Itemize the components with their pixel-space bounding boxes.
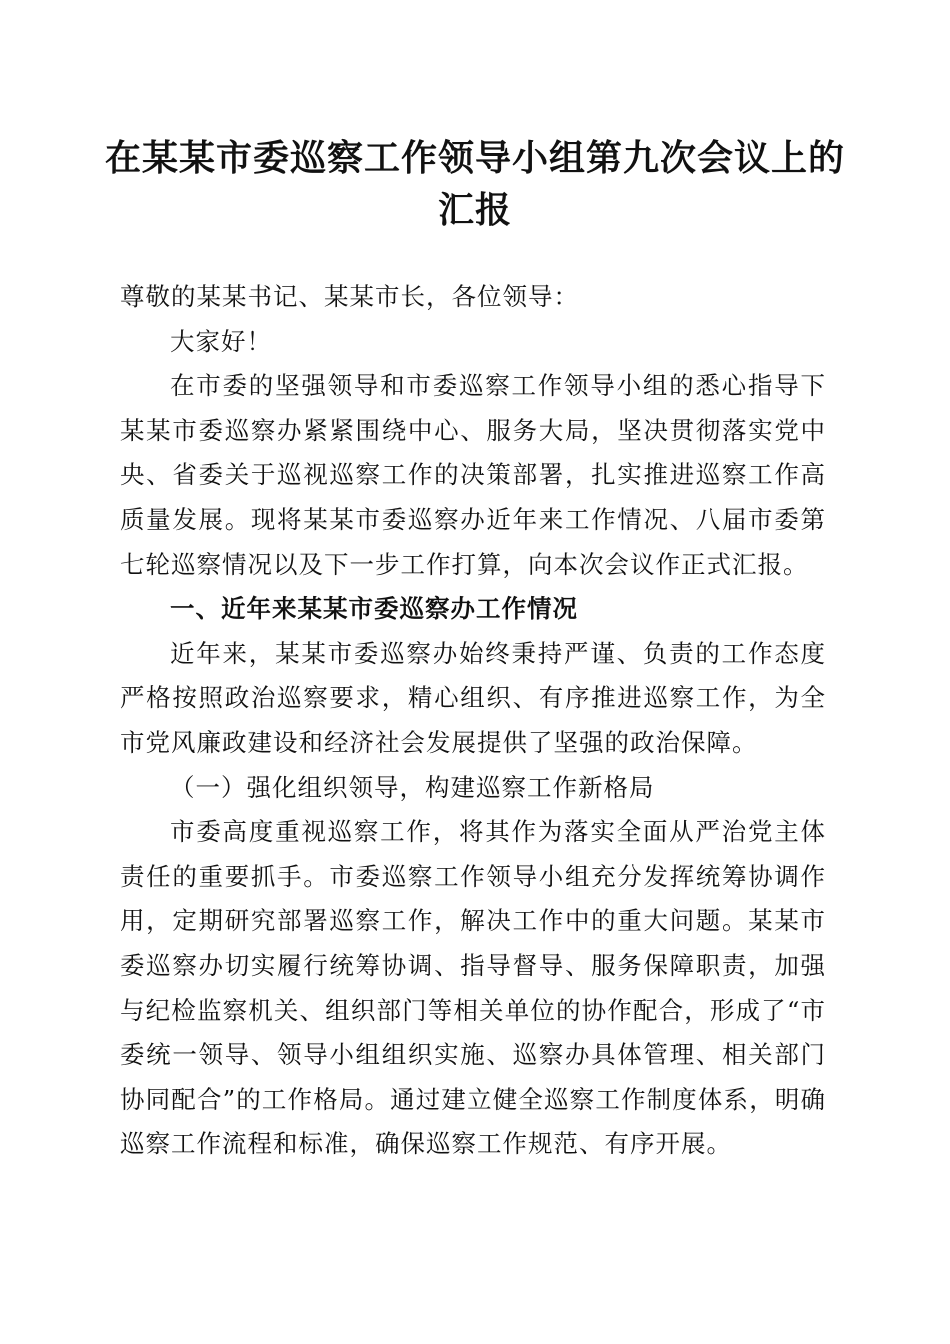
intro-paragraph: 在市委的坚强领导和市委巡察工作领导小组的悉心指导下某某市委巡察办紧紧围绕中心、服务大局，坚决贯彻落实党中央、省委关于巡视巡察工作的决策部署，扎实推进巡察工作高质量发展。现将某某市委巡察办近年来工作情况、八届市委第七轮巡察情况以及下一步工作打算，向本次会议作正式汇报。 [120,371,826,579]
greeting: 大家好！ [170,326,272,356]
salutation: 尊敬的某某书记、某某市长，各位领导： [120,282,579,311]
document-body [120,275,826,1167]
section-1-paragraph: 近年来，某某市委巡察办始终秉持严谨、负责的工作态度严格按照政治巡察要求，精心组织、有序推进巡察工作，为全市党风廉政建设和经济社会发展提供了坚强的政治保障。 [120,638,826,757]
section-heading-1: 一、近年来某某市委巡察办工作情况 [170,594,578,624]
document-title: 在某某市委巡察工作领导小组第九次会议上的汇报 [104,137,845,231]
subsection-heading-1: （一）强化组织领导，构建巡察工作新格局 [170,772,655,802]
subsection-1-paragraph: 市委高度重视巡察工作，将其作为落实全面从严治党主体责任的重要抓手。市委巡察工作领导小组充分发挥统筹协调作用，定期研究部署巡察工作，解决工作中的重大问题。某某市委巡察办切实履行统筹协调、指导督导、服务保障职责，加强与纪检监察机关、组织部门等相关单位的协作配合，形成了“市委统一领导、领导小组组织实施、巡察办具体管理、相关部门协同配合”的工作格局。通过建立健全巡察工作制度体系，明确巡察工作流程和标准，确保巡察工作规范、有序开展。 [120,817,826,1159]
